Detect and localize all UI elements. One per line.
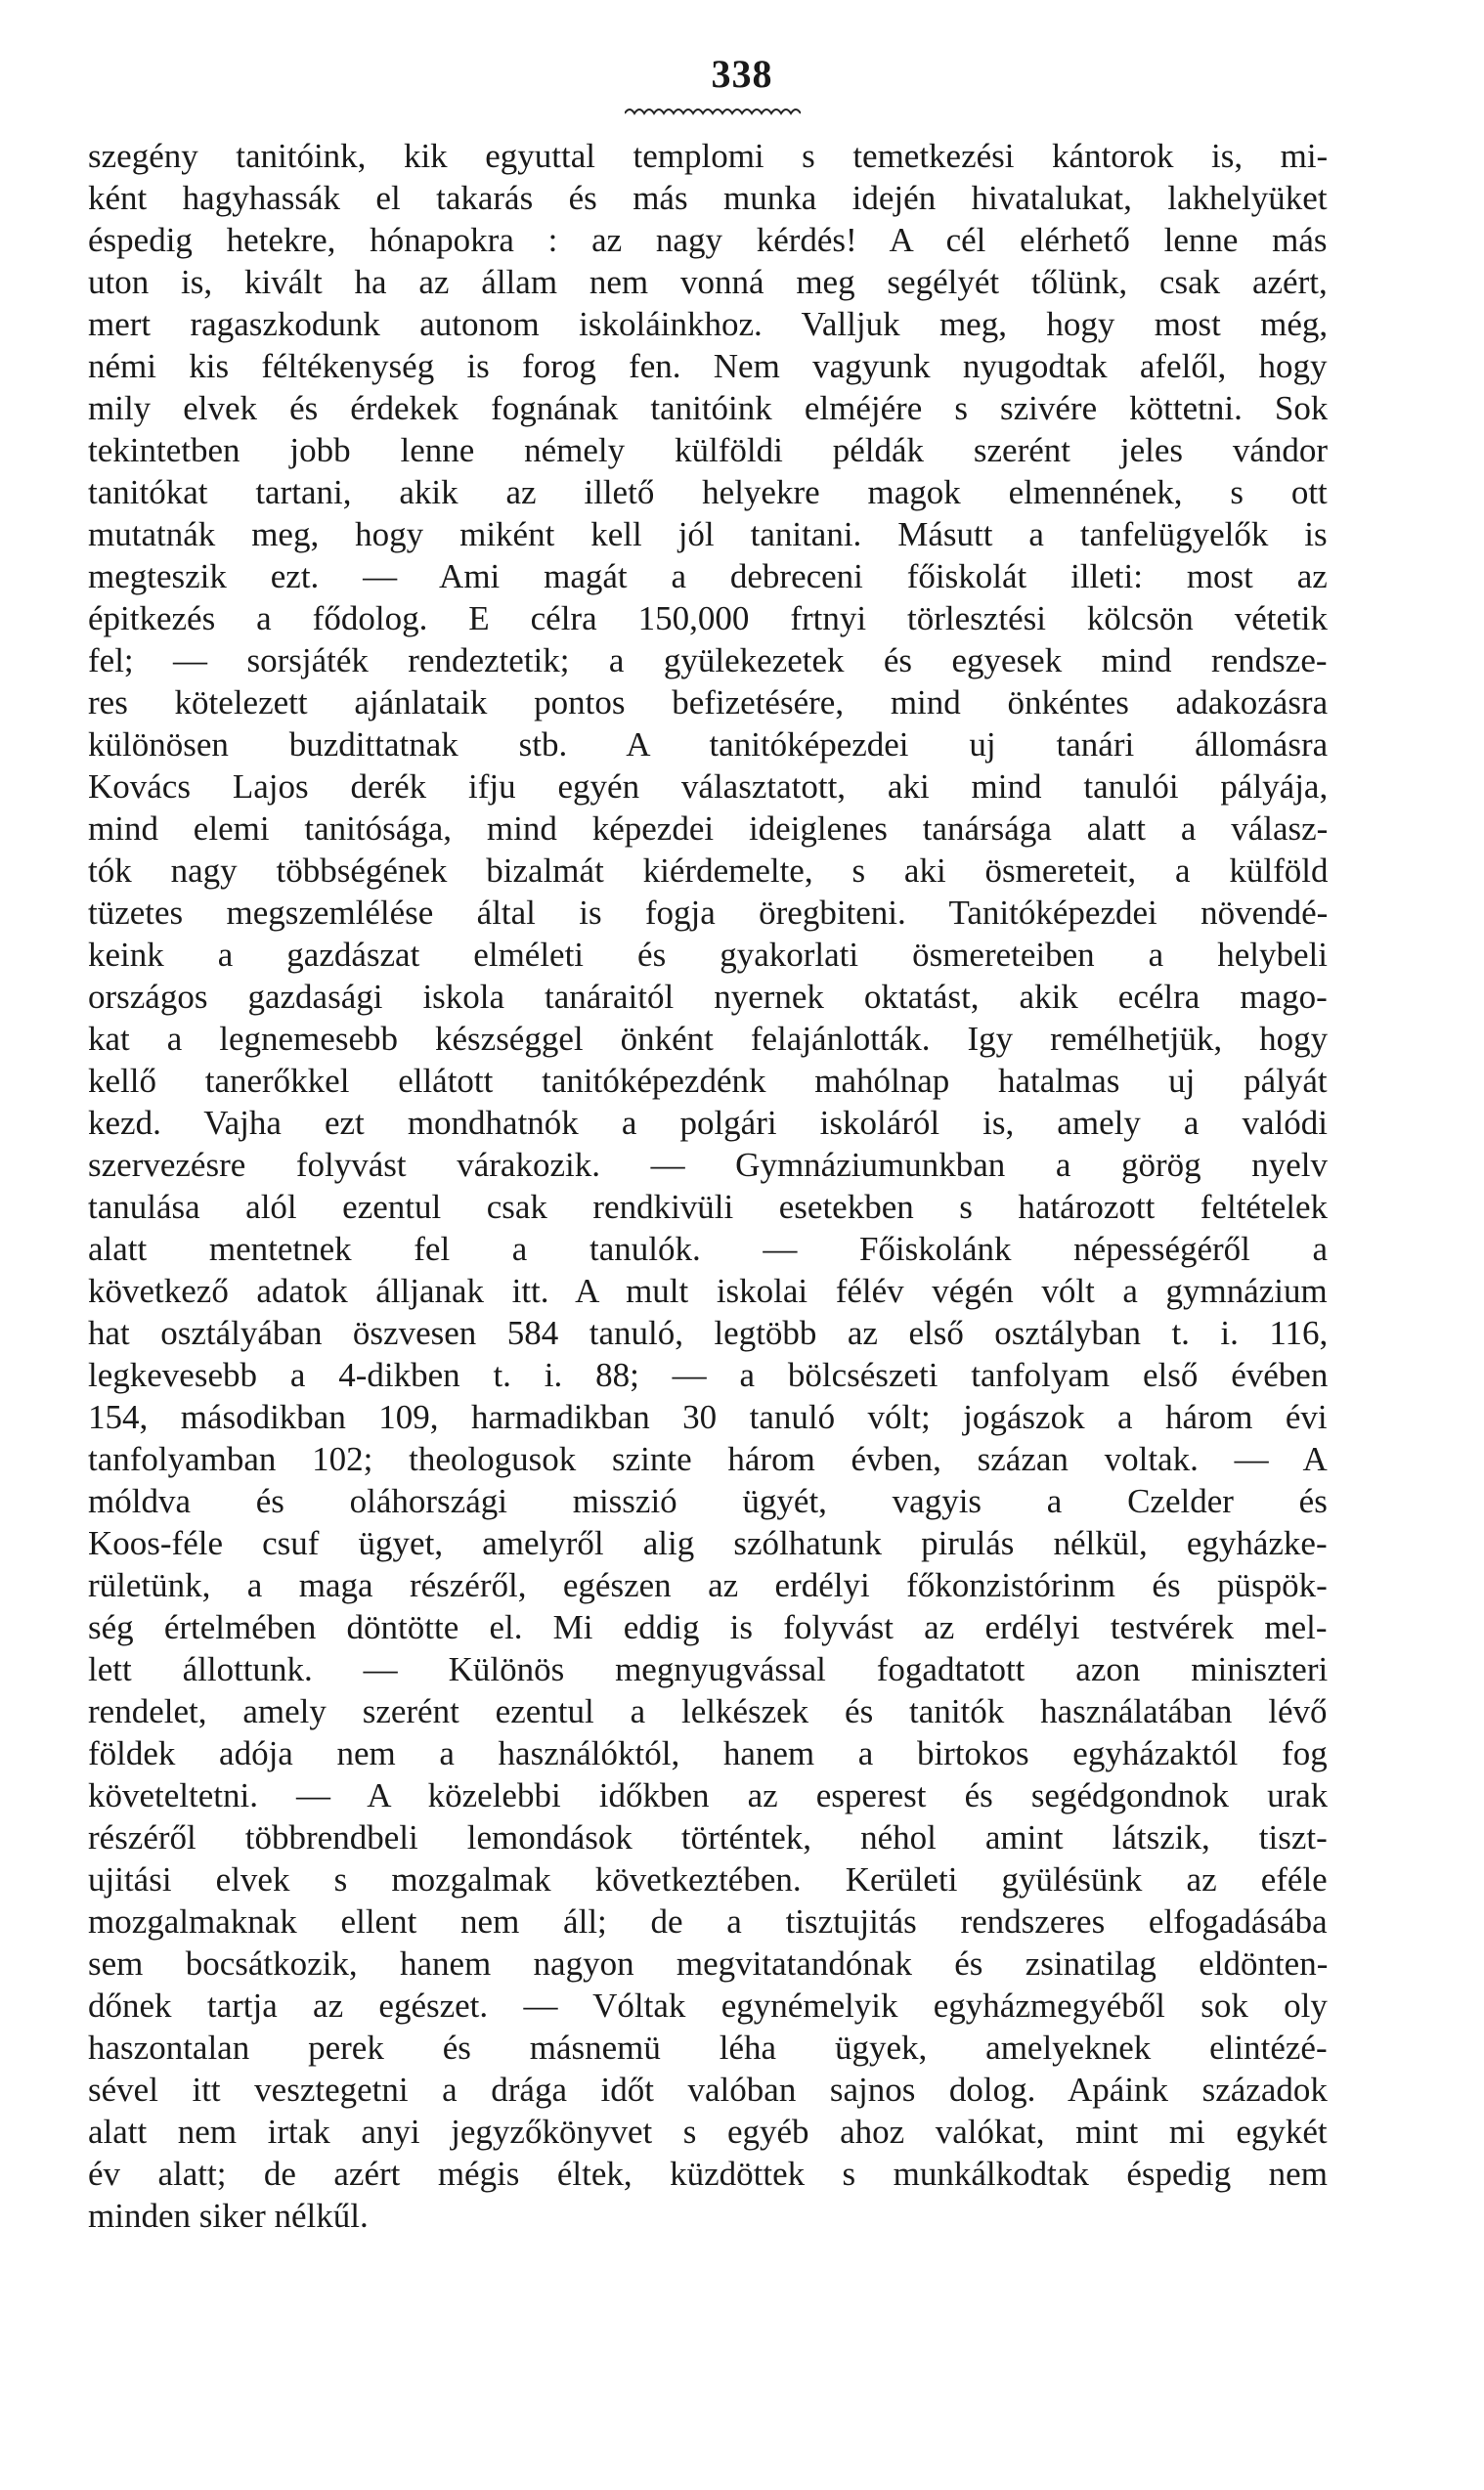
text-line: követeltetni. — A közelebbi időkben az esperest és segédgondnok urak [88, 1776, 1328, 1814]
text-line: alatt nem irtak anyi jegyzőkönyvet s egyéb ahoz valókat, mint mi egykét [88, 2113, 1328, 2151]
text-line: rületünk, a maga részéről, egészen az erdélyi főkonzistórinm és püspök- [88, 1566, 1328, 1604]
text-line: mutatnák meg, hogy miként kell jól tanitani. Másutt a tanfelügyelők is [88, 515, 1328, 553]
text-line: év alatt; de azért mégis éltek, küzdöttek s munkálkodtak éspedig nem [88, 2155, 1328, 2193]
text-line: hat osztályában öszvesen 584 tanuló, legtöbb az első osztályban t. i. 116, [88, 1314, 1328, 1352]
text-line: Koos-féle csuf ügyet, amelyről alig szólhatunk pirulás nélkül, egyházke- [88, 1524, 1328, 1562]
text-line: ujitási elvek s mozgalmak következtében. Kerületi gyülésünk az eféle [88, 1860, 1328, 1899]
text-line: országos gazdasági iskola tanáraitól nyernek oktatást, akik ecélra mago- [88, 978, 1328, 1016]
text-line: mind elemi tanitósága, mind képezdei ideiglenes tanársága alatt a válasz- [88, 809, 1328, 848]
text-line: kezd. Vajha ezt mondhatnók a polgári iskoláról is, amely a valódi [88, 1104, 1328, 1142]
text-line: tanfolyamban 102; theologusok szinte három évben, százan voltak. — A [88, 1440, 1328, 1478]
text-line: éspedig hetekre, hónapokra : az nagy kérdés! A cél elérhető lenne más [88, 221, 1328, 259]
text-line: ként hagyhassák el takarás és más munka idején hivatalukat, lakhelyüket [88, 179, 1328, 217]
text-line: tanitókat tartani, akik az illető helyekre magok elmennének, s ott [88, 473, 1328, 511]
text-line: legkevesebb a 4-dikben t. i. 88; — a bölcsészeti tanfolyam első évében [88, 1356, 1328, 1394]
text-line: keink a gazdászat elméleti és gyakorlati ösmereteiben a helybeli [88, 936, 1328, 974]
text-line: kat a legnemesebb készséggel önként felajánlották. Igy remélhetjük, hogy [88, 1020, 1328, 1058]
text-line: haszontalan perek és másnemü léha ügyek, amelyeknek elintézé- [88, 2029, 1328, 2067]
text-line: res kötelezett ajánlataik pontos befizetésére, mind önkéntes adakozásra [88, 683, 1328, 721]
text-line: épitkezés a fődolog. E célra 150,000 frtnyi törlesztési kölcsön vétetik [88, 599, 1328, 637]
text-line: dőnek tartja az egészet. — Vóltak egynémelyik egyházmegyéből sok oly [88, 1987, 1328, 2025]
text-line: 154, másodikban 109, harmadikban 30 tanuló vólt; jogászok a három évi [88, 1398, 1328, 1436]
text-line: sével itt vesztegetni a drága időt valóban sajnos dolog. Apáink századok [88, 2071, 1328, 2109]
text-line: fel; — sorsjáték rendeztetik; a gyülekezetek és egyesek mind rendsze- [88, 641, 1328, 679]
text-line: mily elvek és érdekek fognának tanitóink elméjére s szivére köttetni. Sok [88, 389, 1328, 427]
text-line: ség értelmében döntötte el. Mi eddig is folyvást az erdélyi testvérek mel- [88, 1608, 1328, 1646]
text-line: részéről többrendbeli lemondások történtek, néhol amint látszik, tiszt- [88, 1818, 1328, 1857]
text-line: alatt mentetnek fel a tanulók. — Főiskolánk népességéről a [88, 1230, 1328, 1268]
text-line: uton is, kivált ha az állam nem vonná meg segélyét tőlünk, csak azért, [88, 263, 1328, 301]
text-line: minden siker nélkűl. [88, 2197, 369, 2235]
text-line: megteszik ezt. — Ami magát a debreceni főiskolát illeti: most az [88, 557, 1328, 595]
text-line: tekintetben jobb lenne némely külföldi példák szerént jeles vándor [88, 431, 1328, 469]
text-line: sem bocsátkozik, hanem nagyon megvitatandónak és zsinatilag eldönten- [88, 1944, 1328, 1983]
text-line: szegény tanitóink, kik egyuttal templomi s temetkezési kántorok is, mi- [88, 137, 1328, 175]
text-line: lett állottunk. — Különös megnyugvással fogadtatott azon miniszteri [88, 1650, 1328, 1688]
text-line: Kovács Lajos derék ifju egyén választatott, aki mind tanulói pályája, [88, 767, 1328, 806]
page-number: 338 [711, 52, 773, 96]
text-line: különösen buzdittatnak stb. A tanitóképezdei uj tanári állomásra [88, 725, 1328, 764]
text-line: rendelet, amely szerént ezentul a lelkészek és tanitók használatában lévő [88, 1692, 1328, 1730]
text-line: tanulása alól ezentul csak rendkivüli esetekben s határozott feltételek [88, 1188, 1328, 1226]
text-line: szervezésre folyvást várakozik. — Gymnáziumunkban a görög nyelv [88, 1146, 1328, 1184]
text-line: tók nagy többségének bizalmát kiérdemelte, s aki ösmereteit, a külföld [88, 852, 1328, 890]
text-line: tüzetes megszemlélése által is fogja öregbiteni. Tanitóképezdei növendé- [88, 894, 1328, 932]
body-text [88, 135, 1328, 2237]
text-line: mert ragaszkodunk autonom iskoláinkhoz. Valljuk meg, hogy most még, [88, 305, 1328, 343]
text-line: némi kis féltékenység is forog fen. Nem vagyunk nyugodtak afelől, hogy [88, 347, 1328, 385]
text-line: mozgalmaknak ellent nem áll; de a tisztujitás rendszeres elfogadásába [88, 1902, 1328, 1941]
text-line: kellő tanerőkkel ellátott tanitóképezdénk mahólnap hatalmas uj pályát [88, 1062, 1328, 1100]
text-line: móldva és oláhországi misszió ügyét, vagyis a Czelder és [88, 1482, 1328, 1520]
text-line: következő adatok álljanak itt. A mult iskolai félév végén vólt a gymnázium [88, 1272, 1328, 1310]
text-line: földek adója nem a használóktól, hanem a birtokos egyházaktól fog [88, 1734, 1328, 1772]
decorative-rule [625, 102, 801, 119]
